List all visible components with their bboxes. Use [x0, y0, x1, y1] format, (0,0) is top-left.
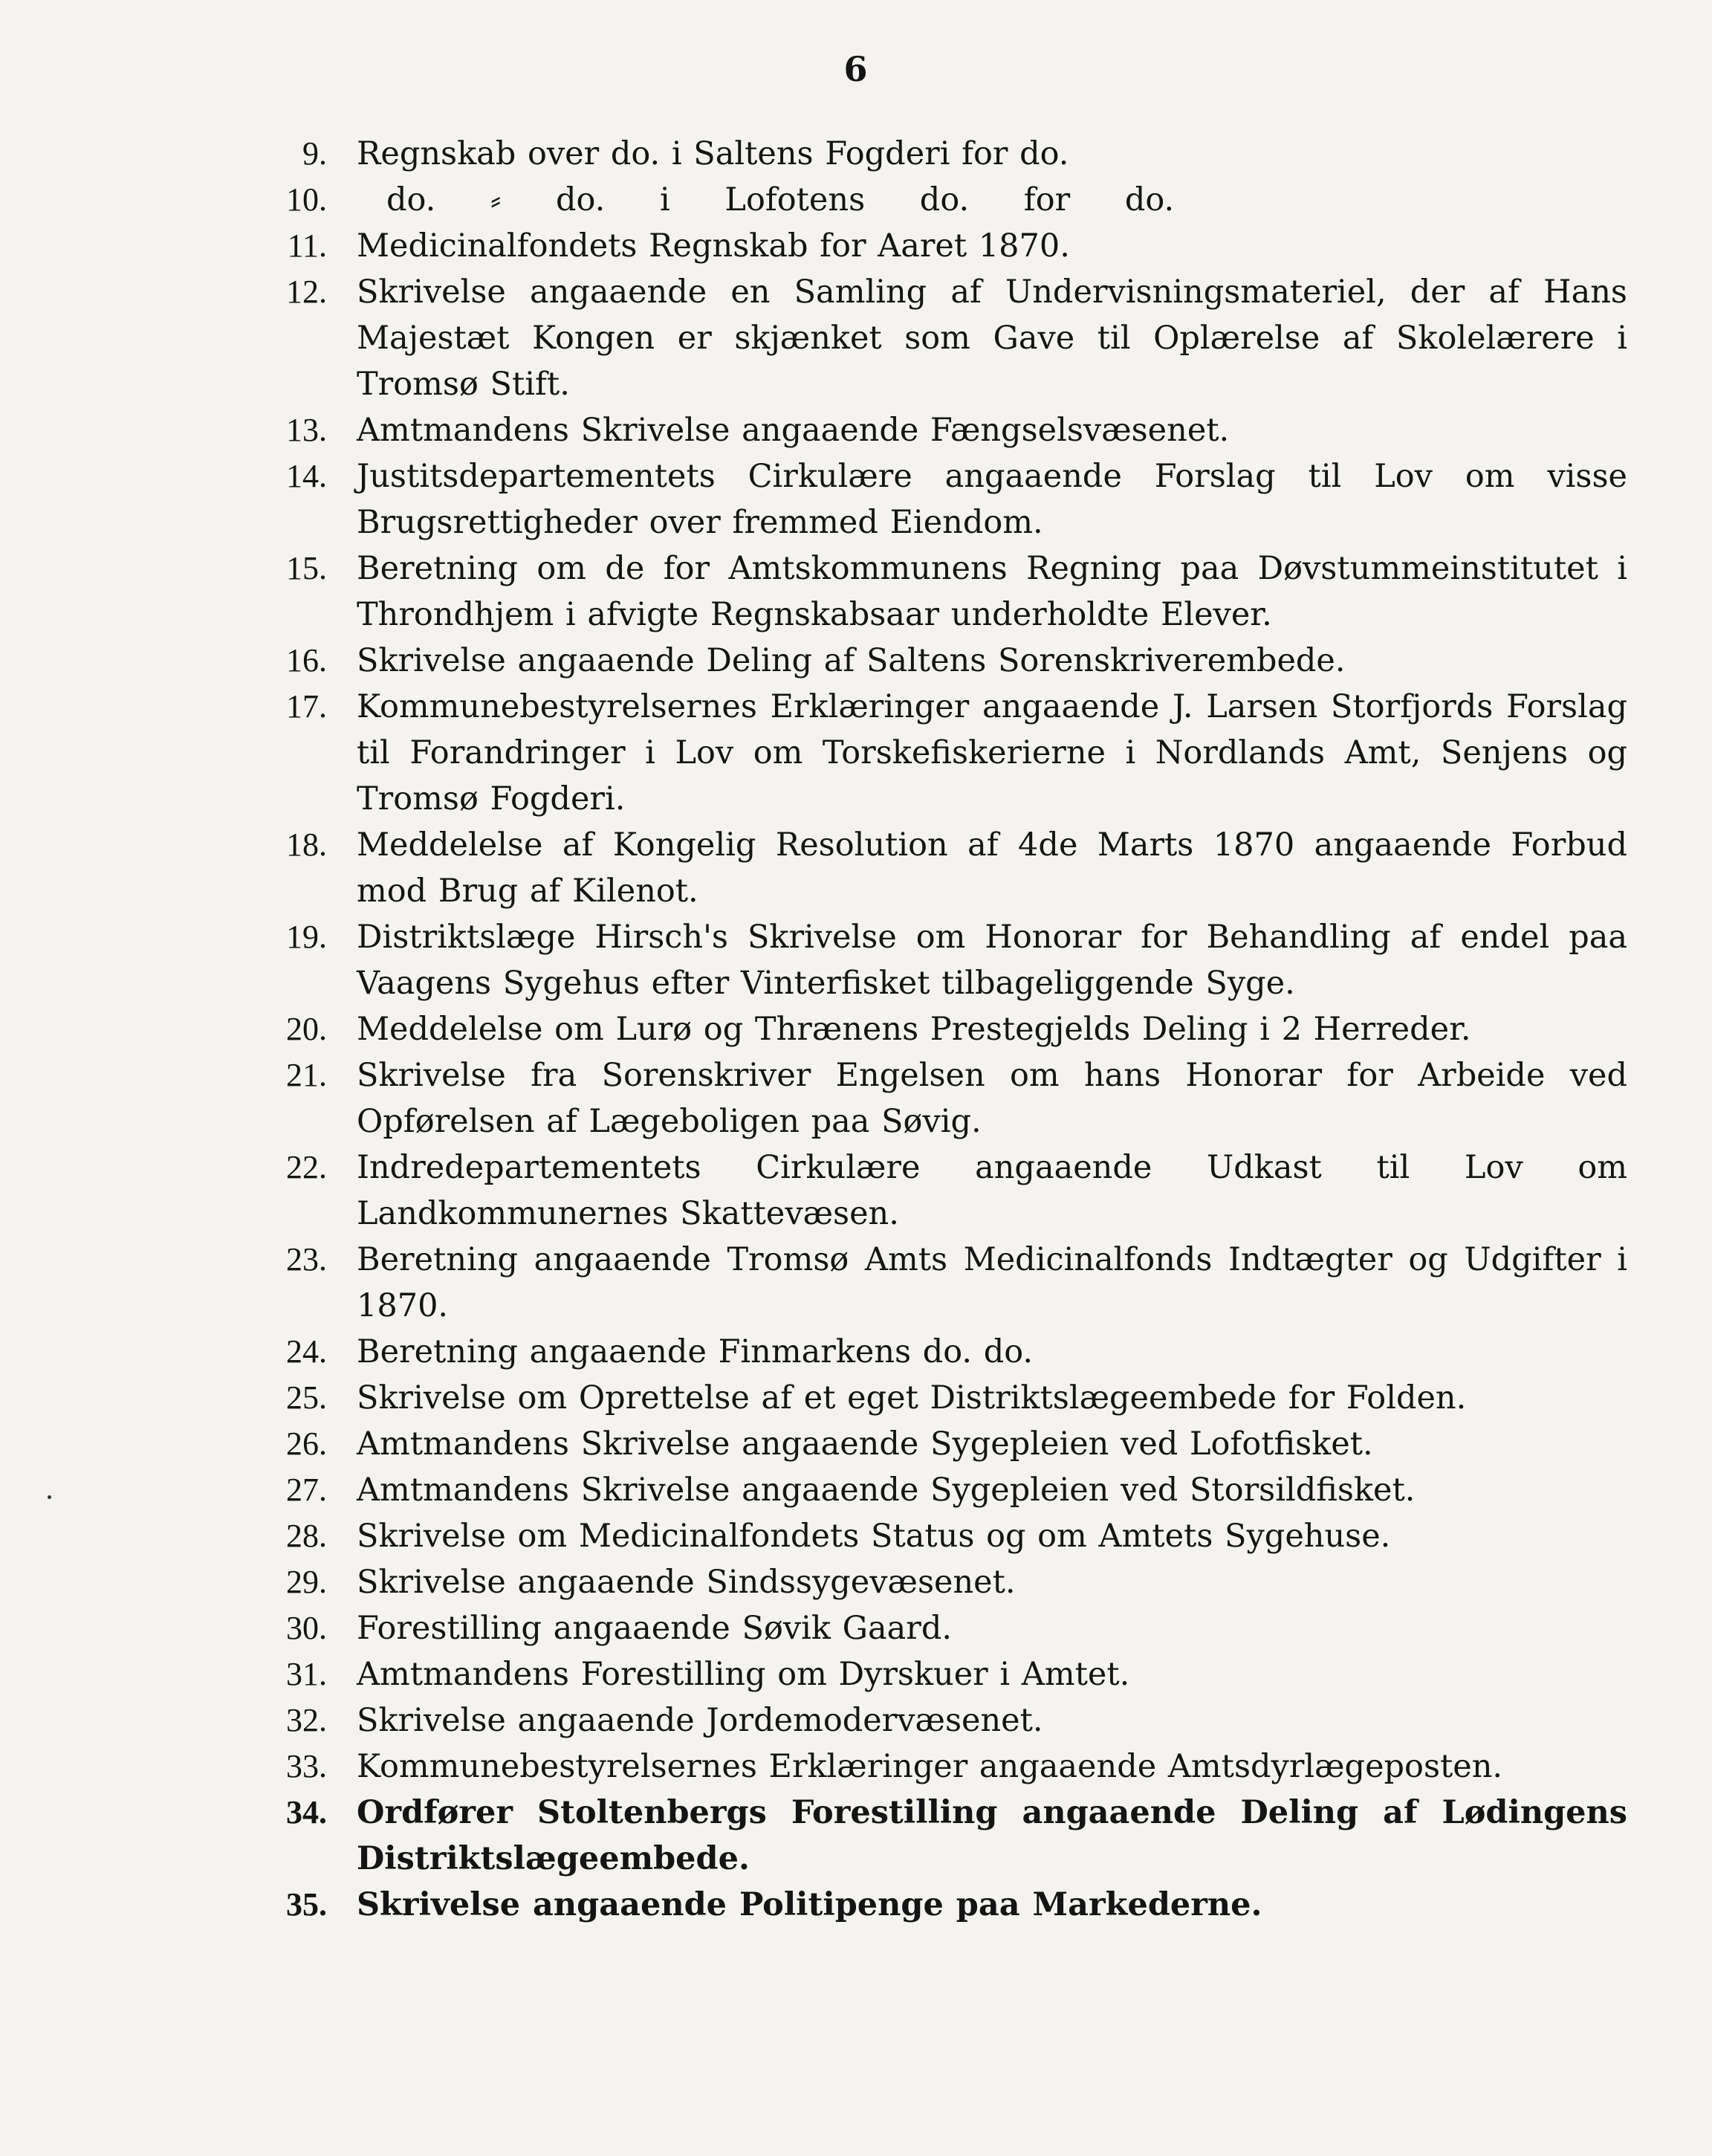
entry-text: Beretning om de for Amtskommunens Regning paa Døvstummeinstitutet i Throndhjem i afvigte Regnskabsaar underholdte Elever.	[357, 550, 1627, 633]
entry-list	[260, 131, 1627, 1928]
entry-text: Forestilling angaaende Søvik Gaard.	[357, 1610, 953, 1647]
entry-number: 9.	[302, 135, 327, 172]
entry-number: 12.	[286, 273, 327, 310]
entry-text: Skrivelse angaaende Sindssygevæsenet.	[357, 1564, 1016, 1601]
entry-number: 33.	[286, 1748, 327, 1784]
entry-text: Amtmandens Skrivelse angaaende Sygepleien ved Storsildfisket.	[357, 1472, 1416, 1509]
entry-text: Kommunebestyrelsernes Erklæringer angaaende J. Larsen Storfjords Forslag til Forandringer i Lov om Torskefiskerierne i Nordlands Amt, Senjens og Tromsø Fogderi.	[357, 688, 1627, 818]
entry-number: 19.	[286, 919, 327, 955]
list-item	[260, 638, 1627, 684]
entry-text: Meddelelse om Lurø og Thrænens Prestegjelds Deling i 2 Herreder.	[357, 1011, 1471, 1048]
list-item	[260, 1513, 1627, 1559]
entry-number: 32.	[286, 1702, 327, 1738]
entry-number: 29.	[286, 1564, 327, 1600]
entry-number: 30.	[286, 1610, 327, 1646]
entry-number: 10.	[286, 181, 327, 218]
list-item	[260, 822, 1627, 914]
entry-text: Meddelelse af Kongelig Resolution af 4de Marts 1870 angaaende Forbud mod Brug af Kilenot.	[357, 826, 1627, 910]
entry-number: 35.	[286, 1886, 327, 1923]
entry-number: 11.	[287, 227, 327, 264]
entry-number: 20.	[286, 1011, 327, 1047]
list-item	[260, 1790, 1627, 1882]
list-item	[260, 1052, 1627, 1145]
list-item	[260, 453, 1627, 546]
entry-text: Amtmandens Skrivelse angaaende Fængselsvæsenet.	[357, 412, 1230, 449]
list-item	[260, 1421, 1627, 1467]
entry-text: Skrivelse angaaende Jordemodervæsenet.	[357, 1702, 1043, 1739]
entry-number: 18.	[286, 826, 327, 863]
entry-text: Justitsdepartementets Cirkulære angaaende Forslag til Lov om visse Brugsrettigheder over fremmed Eiendom.	[357, 458, 1627, 541]
entry-number: 24.	[286, 1333, 327, 1370]
entry-text: Beretning angaaende Tromsø Amts Medicinalfonds Indtægter og Udgifter i 1870.	[357, 1241, 1627, 1324]
entry-text: Skrivelse angaaende en Samling af Undervisningsmateriel, der af Hans Majestæt Kongen er skjænket som Gave til Oplærelse af Skolelærere i Tromsø Stift.	[357, 273, 1627, 403]
list-item	[260, 1467, 1627, 1513]
entry-text: Distriktslæge Hirsch's Skrivelse om Honorar for Behandling af endel paa Vaagens Sygehus efter Vinterfisket tilbageliggende Syge.	[357, 919, 1627, 1002]
entry-number: 27.	[286, 1472, 327, 1508]
list-item	[260, 1329, 1627, 1375]
entry-text: Skrivelse angaaende Politipenge paa Markederne.	[357, 1886, 1262, 1923]
entry-text: Skrivelse om Oprettelse af et eget Distriktslægeembede for Folden.	[357, 1379, 1467, 1417]
entry-text: Kommunebestyrelsernes Erklæringer angaaende Amtsdyrlægeposten.	[357, 1748, 1503, 1785]
entry-number: 25.	[286, 1379, 327, 1416]
entry-text: Indredepartementets Cirkulære angaaende Udkast til Lov om Landkommunernes Skattevæsen.	[357, 1149, 1627, 1232]
list-item	[260, 914, 1627, 1006]
entry-number: 34.	[286, 1794, 327, 1830]
list-item	[260, 1882, 1627, 1928]
list-item	[260, 131, 1627, 177]
entry-text: Skrivelse om Medicinalfondets Status og om Amtets Sygehuse.	[357, 1518, 1391, 1555]
entry-number: 31.	[286, 1656, 327, 1692]
entry-text: Skrivelse fra Sorenskriver Engelsen om hans Honorar for Arbeide ved Opførelsen af Lægeboligen paa Søvig.	[357, 1057, 1627, 1140]
list-item	[260, 1559, 1627, 1605]
entry-number: 26.	[286, 1425, 327, 1462]
list-item	[260, 1605, 1627, 1651]
list-item	[260, 177, 1627, 223]
list-item	[260, 1006, 1627, 1052]
list-item	[260, 1744, 1627, 1790]
entry-text: Amtmandens Skrivelse angaaende Sygepleien ved Lofotfisket.	[357, 1425, 1373, 1463]
ink-speck	[48, 1495, 51, 1499]
list-item	[260, 684, 1627, 822]
list-item	[260, 407, 1627, 453]
list-item	[260, 1145, 1627, 1237]
list-item	[260, 223, 1627, 269]
list-item	[260, 546, 1627, 638]
list-item	[260, 1697, 1627, 1744]
entry-text: Beretning angaaende Finmarkens do. do.	[357, 1333, 1034, 1370]
list-item	[260, 269, 1627, 407]
entry-number: 23.	[286, 1241, 327, 1278]
entry-number: 13.	[286, 412, 327, 448]
entry-number: 28.	[286, 1518, 327, 1554]
entry-text: Amtmandens Forestilling om Dyrskuer i Amtet.	[357, 1656, 1130, 1693]
list-item	[260, 1237, 1627, 1329]
entry-text: Medicinalfondets Regnskab for Aaret 1870.	[357, 227, 1070, 265]
list-item	[260, 1375, 1627, 1421]
entry-number: 16.	[286, 642, 327, 679]
entry-text: do. ⸗ do. i Lofotens do. for do.	[386, 181, 1175, 218]
page-number: 6	[843, 49, 869, 89]
entry-number: 21.	[286, 1057, 327, 1093]
entry-text: Skrivelse angaaende Deling af Saltens Sorenskriverembede.	[357, 642, 1346, 679]
entry-number: 14.	[286, 458, 327, 494]
entry-number: 17.	[286, 688, 327, 725]
entry-number: 15.	[286, 550, 327, 586]
list-item	[260, 1651, 1627, 1697]
entry-text: Ordfører Stoltenbergs Forestilling angaaende Deling af Lødingens Distriktslægeembede.	[357, 1794, 1627, 1877]
entry-text: Regnskab over do. i Saltens Fogderi for do.	[357, 135, 1069, 172]
entry-number: 22.	[286, 1149, 327, 1185]
